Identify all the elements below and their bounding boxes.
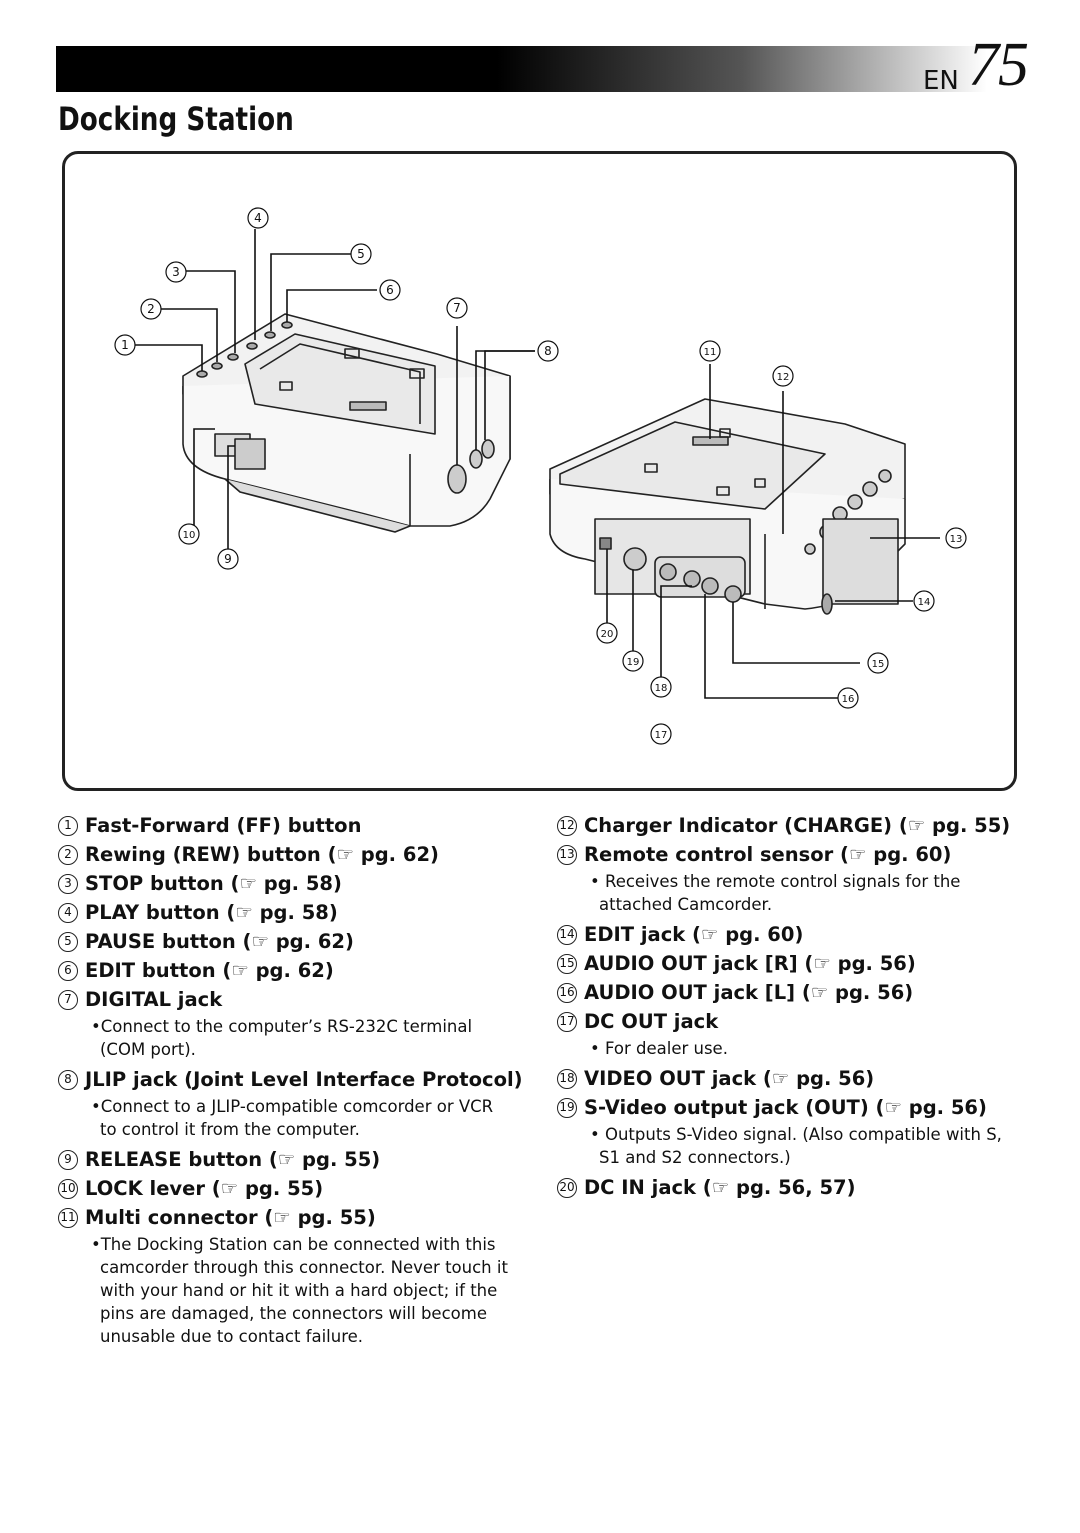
item-label: Multi connector (☞ pg. 55) bbox=[85, 1206, 376, 1229]
item-number: 4 bbox=[58, 903, 78, 923]
list-item bbox=[557, 1064, 1027, 1093]
list-item bbox=[58, 985, 508, 1014]
item-number: 16 bbox=[557, 983, 577, 1003]
list-item bbox=[58, 840, 508, 869]
callout-13: 13 bbox=[949, 534, 963, 545]
callout-17: 17 bbox=[654, 730, 668, 741]
item-label: JLIP jack (Joint Level Interface Protocol) bbox=[85, 1068, 523, 1091]
list-item bbox=[58, 1145, 508, 1174]
item-label: Rewing (REW) button (☞ pg. 62) bbox=[85, 843, 439, 866]
callout-15: 15 bbox=[871, 659, 885, 670]
item-note: •Connect to a JLIP-compatible comcorder or VCR to control it from the computer. bbox=[91, 1097, 494, 1139]
item-label: S-Video output jack (OUT) (☞ pg. 56) bbox=[584, 1096, 987, 1119]
list-item bbox=[557, 978, 1027, 1007]
list-item bbox=[557, 1173, 1027, 1202]
item-label: DIGITAL jack bbox=[85, 988, 223, 1011]
item-note: • Receives the remote control signals for the attached Camcorder. bbox=[590, 872, 961, 914]
callout-1: 1 bbox=[121, 338, 129, 352]
header-gradient-bar bbox=[56, 46, 1036, 92]
item-label: PAUSE button (☞ pg. 62) bbox=[85, 930, 354, 953]
item-label: EDIT jack (☞ pg. 60) bbox=[584, 923, 804, 946]
list-item bbox=[58, 1174, 508, 1203]
item-label: VIDEO OUT jack (☞ pg. 56) bbox=[584, 1067, 875, 1090]
item-label: Remote control sensor (☞ pg. 60) bbox=[584, 843, 952, 866]
item-number: 10 bbox=[58, 1179, 78, 1199]
item-number: 19 bbox=[557, 1098, 577, 1118]
item-number: 9 bbox=[58, 1150, 78, 1170]
item-label: STOP button (☞ pg. 58) bbox=[85, 872, 342, 895]
item-label: RELEASE button (☞ pg. 55) bbox=[85, 1148, 381, 1171]
list-item bbox=[557, 1007, 1027, 1036]
list-item bbox=[557, 811, 1027, 840]
item-note: • For dealer use. bbox=[590, 1039, 728, 1058]
item-label: DC OUT jack bbox=[584, 1010, 719, 1033]
list-item bbox=[58, 898, 508, 927]
docking-station-diagram bbox=[62, 151, 1017, 791]
list-item bbox=[557, 1093, 1027, 1122]
item-number: 3 bbox=[58, 874, 78, 894]
item-label: EDIT button (☞ pg. 62) bbox=[85, 959, 334, 982]
item-number: 6 bbox=[58, 961, 78, 981]
item-label: DC IN jack (☞ pg. 56, 57) bbox=[584, 1176, 856, 1199]
list-item bbox=[58, 927, 508, 956]
item-note: •Connect to the computer’s RS-232C terminal (COM port). bbox=[91, 1017, 473, 1059]
item-number: 20 bbox=[557, 1178, 577, 1198]
item-number: 8 bbox=[58, 1070, 78, 1090]
callout-9: 9 bbox=[224, 552, 232, 566]
callout-16: 16 bbox=[841, 694, 855, 705]
item-number: 17 bbox=[557, 1012, 577, 1032]
item-number: 2 bbox=[58, 845, 78, 865]
item-note: •The Docking Station can be connected with this camcorder through this connector. Never touch it with your hand or hit it with a hard object; if the pins are damaged, the connectors will become unusable due to contact failure. bbox=[91, 1235, 508, 1346]
list-item bbox=[557, 840, 1027, 869]
callout-7: 7 bbox=[453, 301, 461, 315]
diagram-illustration bbox=[65, 154, 1020, 794]
callout-2: 2 bbox=[147, 302, 155, 316]
list-item bbox=[557, 949, 1027, 978]
item-label: AUDIO OUT jack [L] (☞ pg. 56) bbox=[584, 981, 914, 1004]
item-label: LOCK lever (☞ pg. 55) bbox=[85, 1177, 324, 1200]
item-number: 7 bbox=[58, 990, 78, 1010]
item-label: Charger Indicator (CHARGE) (☞ pg. 55) bbox=[584, 814, 1011, 837]
page-number: 75 bbox=[968, 31, 1028, 99]
item-number: 18 bbox=[557, 1069, 577, 1089]
list-item bbox=[58, 1203, 508, 1232]
item-number: 13 bbox=[557, 845, 577, 865]
item-note: • Outputs S-Video signal. (Also compatible with S, S1 and S2 connectors.) bbox=[590, 1125, 1002, 1167]
list-item bbox=[58, 1065, 523, 1094]
callout-12: 12 bbox=[776, 372, 790, 383]
list-item bbox=[58, 811, 508, 840]
callout-5: 5 bbox=[357, 247, 365, 261]
item-number: 12 bbox=[557, 816, 577, 836]
item-number: 11 bbox=[58, 1208, 78, 1228]
item-number: 1 bbox=[58, 816, 78, 836]
list-item bbox=[557, 920, 1027, 949]
callout-14: 14 bbox=[917, 597, 931, 608]
list-item bbox=[58, 869, 508, 898]
callout-3: 3 bbox=[172, 265, 180, 279]
page-title: Docking Station bbox=[58, 100, 294, 138]
callout-20: 20 bbox=[600, 629, 614, 640]
list-item bbox=[58, 956, 508, 985]
callout-4: 4 bbox=[254, 211, 262, 225]
callout-18: 18 bbox=[654, 683, 668, 694]
callout-10: 10 bbox=[182, 530, 196, 541]
callout-19: 19 bbox=[626, 657, 640, 668]
item-label: Fast-Forward (FF) button bbox=[85, 814, 362, 837]
item-label: PLAY button (☞ pg. 58) bbox=[85, 901, 338, 924]
language-label: EN bbox=[923, 66, 959, 96]
item-number: 15 bbox=[557, 954, 577, 974]
item-label: AUDIO OUT jack [R] (☞ pg. 56) bbox=[584, 952, 916, 975]
parts-list-left bbox=[58, 811, 523, 1352]
item-number: 14 bbox=[557, 925, 577, 945]
item-number: 5 bbox=[58, 932, 78, 952]
callout-8: 8 bbox=[544, 344, 552, 358]
parts-list-right bbox=[557, 811, 1027, 1202]
callout-11: 11 bbox=[703, 347, 717, 358]
callout-6: 6 bbox=[386, 283, 394, 297]
